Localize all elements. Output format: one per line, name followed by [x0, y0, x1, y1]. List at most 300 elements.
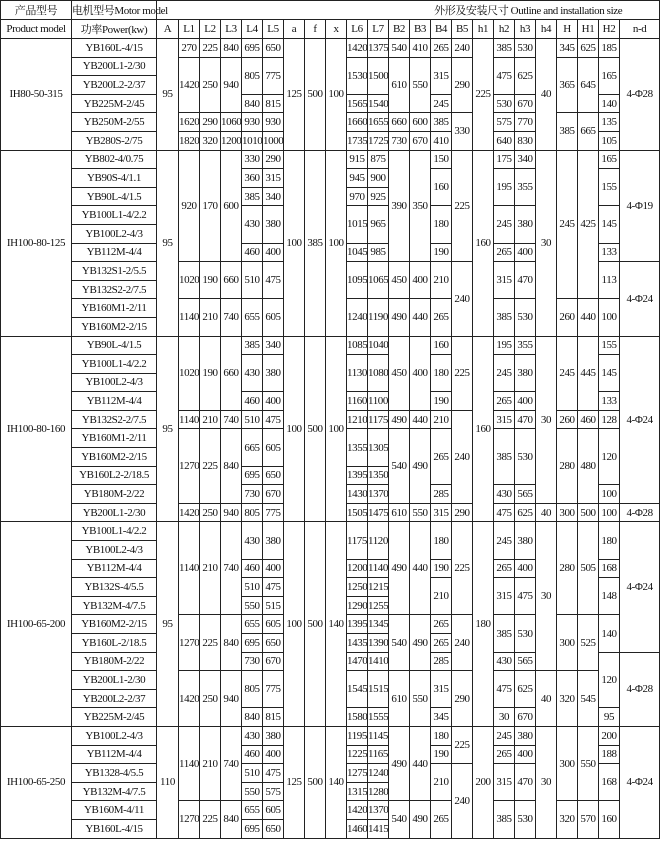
dimension-cell: 380	[515, 355, 536, 392]
dimension-cell: 170	[200, 150, 221, 262]
motor-model-cell: YB160M2-2/15	[72, 317, 157, 336]
dimension-cell: 315	[431, 503, 452, 522]
dimension-cell: 4-Φ24	[620, 522, 660, 652]
dimension-cell: 245	[557, 336, 578, 410]
dimension-cell: 515	[263, 596, 284, 615]
motor-model-cell: YB112M-4/4	[72, 559, 157, 578]
dimension-cell: 1460	[347, 819, 368, 838]
dimension-cell: 655	[242, 615, 263, 634]
dimension-cell: 695	[242, 819, 263, 838]
dimension-cell: 240	[452, 262, 473, 336]
dimension-cell: 655	[242, 299, 263, 336]
dimension-cell: 840	[242, 708, 263, 727]
dimension-cell: 540	[389, 801, 410, 838]
dimension-cell: 265	[494, 559, 515, 578]
dimension-cell: 1420	[347, 39, 368, 58]
dimension-cell: 665	[242, 429, 263, 466]
dimension-cell: 380	[515, 206, 536, 243]
dimension-cell: 805	[242, 57, 263, 94]
dimension-cell: 1140	[179, 299, 200, 336]
motor-model-cell: YB112M-4/4	[72, 243, 157, 262]
product-model-cell: IH100-80-125	[1, 150, 72, 336]
dimension-cell: 160	[473, 336, 494, 522]
dimension-cell: 285	[431, 652, 452, 671]
motor-model-cell: YB112M-4/4	[72, 745, 157, 764]
dimension-cell: 265	[494, 392, 515, 411]
column-header-l4: L4	[242, 20, 263, 39]
motor-model-cell: YB225M-2/45	[72, 94, 157, 113]
dimension-cell: 1420	[179, 671, 200, 727]
dimension-cell: 100	[284, 336, 305, 522]
dimension-cell: 4-Φ24	[620, 336, 660, 503]
column-header-h3: h3	[515, 20, 536, 39]
dimension-cell: 650	[263, 634, 284, 653]
dimension-cell: 175	[494, 150, 515, 169]
dimension-cell: 155	[599, 336, 620, 355]
dimension-cell: 1470	[347, 652, 368, 671]
dimension-cell: 385	[242, 336, 263, 355]
dimension-cell: 625	[515, 503, 536, 522]
column-header-x: x	[326, 20, 347, 39]
dimension-cell: 385	[494, 299, 515, 336]
dimension-cell: 125	[284, 726, 305, 838]
dimension-cell: 120	[599, 652, 620, 708]
dimension-cell: 265	[431, 429, 452, 485]
dimension-cell: 930	[242, 113, 263, 132]
dimension-cell: 475	[494, 57, 515, 94]
dimension-cell: 1620	[179, 113, 200, 132]
motor-model-cell: YB160L2-2/18.5	[72, 466, 157, 485]
dimension-cell: 355	[515, 169, 536, 206]
dimension-cell: 160	[473, 150, 494, 336]
dimension-cell: 1140	[368, 559, 389, 578]
column-header-f: f	[305, 20, 326, 39]
motor-model-cell: YB160M2-2/15	[72, 615, 157, 634]
dimension-cell: 550	[410, 57, 431, 113]
dimension-cell: 400	[263, 745, 284, 764]
motor-model-cell: YB200L1-2/30	[72, 671, 157, 690]
dimension-cell: 265	[431, 615, 452, 634]
dimension-cell: 1060	[221, 113, 242, 132]
dimension-cell: 1270	[179, 615, 200, 671]
dimension-cell: 1040	[368, 336, 389, 355]
dimension-cell: 1500	[368, 57, 389, 94]
dimension-cell: 1015	[347, 206, 368, 243]
dimension-cell: 250	[200, 671, 221, 727]
column-header-h4: h4	[536, 20, 557, 39]
column-header-l7: L7	[368, 20, 389, 39]
dimension-cell: 1370	[368, 485, 389, 504]
dimension-cell: 270	[179, 39, 200, 58]
dimension-cell: 320	[557, 801, 578, 838]
dimension-cell: 315	[494, 410, 515, 429]
motor-model-cell: YB160M-4/11	[72, 801, 157, 820]
dimension-cell: 730	[242, 485, 263, 504]
dimension-cell: 100	[599, 299, 620, 336]
dimension-cell: 695	[242, 634, 263, 653]
motor-model-cell: YB132S1-2/5.5	[72, 262, 157, 281]
dimension-cell: 145	[599, 355, 620, 392]
product-model-cell: IH100-80-160	[1, 336, 72, 522]
dimension-cell: 1530	[347, 57, 368, 94]
dimension-cell: 1140	[179, 410, 200, 429]
dimension-cell: 113	[599, 262, 620, 299]
dimension-cell: 190	[431, 559, 452, 578]
dimension-cell: 265	[431, 299, 452, 336]
motor-model-cell: YB90S-4/1.1	[72, 169, 157, 188]
dimension-cell: 480	[578, 429, 599, 503]
dimension-cell: 30	[494, 708, 515, 727]
dimension-cell: 180	[431, 726, 452, 745]
dimension-cell: 280	[557, 522, 578, 615]
dimension-cell: 100	[326, 39, 347, 151]
column-header-l1: L1	[179, 20, 200, 39]
dimension-cell: 540	[389, 615, 410, 671]
dimension-cell: 540	[389, 429, 410, 503]
dimension-cell: 430	[242, 206, 263, 243]
column-header-l5: L5	[263, 20, 284, 39]
dimension-cell: 210	[200, 299, 221, 336]
product-model-header-en: Product model	[1, 20, 72, 39]
dimension-cell: 4-Φ19	[620, 150, 660, 262]
dimension-cell: 190	[431, 243, 452, 262]
dimension-cell: 210	[431, 764, 452, 801]
dimension-cell: 1270	[179, 801, 200, 838]
dimension-cell: 1555	[368, 708, 389, 727]
dimension-cell: 1505	[347, 503, 368, 522]
dimension-cell: 815	[263, 94, 284, 113]
dimension-cell: 330	[242, 150, 263, 169]
dimension-cell: 180	[431, 206, 452, 243]
dimension-cell: 460	[242, 243, 263, 262]
dimension-cell: 140	[599, 615, 620, 652]
dimension-cell: 100	[326, 150, 347, 336]
motor-model-cell: YB160L-2/18.5	[72, 634, 157, 653]
dimension-cell: 225	[452, 336, 473, 410]
dimension-cell: 1515	[368, 671, 389, 708]
dimension-cell: 1175	[368, 410, 389, 429]
dimension-cell: 245	[431, 94, 452, 113]
column-header-b5: B5	[452, 20, 473, 39]
dimension-cell: 1565	[347, 94, 368, 113]
dimension-cell: 320	[557, 671, 578, 727]
dimension-cell: 95	[157, 39, 179, 151]
dimension-cell: 1315	[347, 782, 368, 801]
dimension-cell: 1370	[368, 801, 389, 820]
dimension-cell: 530	[494, 94, 515, 113]
dimension-cell: 740	[221, 299, 242, 336]
dimension-cell: 400	[410, 262, 431, 299]
dimension-cell: 410	[410, 39, 431, 58]
dimension-cell: 1020	[179, 336, 200, 410]
dimension-cell: 550	[242, 596, 263, 615]
dimension-cell: 250	[200, 503, 221, 522]
dimension-cell: 440	[410, 522, 431, 615]
dimension-cell: 1435	[347, 634, 368, 653]
dimension-cell: 915	[347, 150, 368, 169]
dimension-cell: 140	[326, 522, 347, 727]
dimension-cell: 265	[431, 39, 452, 58]
dimension-cell: 385	[494, 615, 515, 652]
motor-model-cell: YB100L2-4/3	[72, 224, 157, 243]
dimension-cell: 640	[494, 131, 515, 150]
dimension-cell: 1475	[368, 503, 389, 522]
dimension-cell: 148	[599, 578, 620, 615]
dimension-cell: 30	[536, 726, 557, 838]
dimension-cell: 40	[536, 671, 557, 727]
dimension-cell: 460	[242, 745, 263, 764]
dimension-cell: 100	[326, 336, 347, 522]
dimension-cell: 240	[452, 764, 473, 838]
dimension-cell: 625	[515, 671, 536, 708]
dimension-cell: 320	[200, 131, 221, 150]
dimension-cell: 1225	[347, 745, 368, 764]
outline-size-title	[157, 1, 660, 20]
dimension-cell: 355	[515, 336, 536, 355]
motor-model-cell: YB250M-2/55	[72, 113, 157, 132]
dimension-cell: 530	[515, 801, 536, 838]
dimension-cell: 1145	[368, 726, 389, 745]
dimension-cell: 965	[368, 206, 389, 243]
dimension-cell: 190	[431, 392, 452, 411]
dimension-cell: 315	[263, 169, 284, 188]
motor-model-cell: YB802-4/0.75	[72, 150, 157, 169]
dimension-cell: 380	[515, 522, 536, 559]
dimension-cell: 315	[494, 578, 515, 615]
dimension-cell: 695	[242, 39, 263, 58]
dimension-cell: 1410	[368, 652, 389, 671]
dimension-cell: 1390	[368, 634, 389, 653]
dimension-cell: 440	[578, 299, 599, 336]
dimension-cell: 1240	[347, 299, 368, 336]
dimension-cell: 290	[452, 671, 473, 727]
dimension-cell: 670	[515, 94, 536, 113]
dimension-cell: 140	[599, 94, 620, 113]
table-row	[1, 336, 660, 355]
dimension-cell: 730	[242, 652, 263, 671]
dimension-cell: 1120	[368, 522, 389, 559]
dimension-cell: 1290	[347, 596, 368, 615]
dimension-cell: 225	[200, 615, 221, 671]
dimension-cell: 1350	[368, 466, 389, 485]
dimension-cell: 265	[431, 634, 452, 653]
dimension-cell: 430	[494, 652, 515, 671]
dimension-cell: 190	[431, 745, 452, 764]
dimension-cell: 930	[263, 113, 284, 132]
dimension-cell: 1420	[179, 503, 200, 522]
dimension-cell: 330	[452, 113, 473, 150]
dimension-cell: 740	[221, 726, 242, 800]
product-model-cell: IH80-50-315	[1, 39, 72, 151]
dimension-cell: 160	[599, 801, 620, 838]
dimension-cell: 30	[536, 336, 557, 503]
dimension-cell: 530	[515, 615, 536, 652]
motor-model-cell: YB200L2-2/37	[72, 76, 157, 95]
motor-model-cell: YB100L2-4/3	[72, 373, 157, 392]
dimension-cell: 340	[263, 336, 284, 355]
dimension-cell: 100	[599, 503, 620, 522]
motor-model-cell: YB200L2-2/37	[72, 689, 157, 708]
dimension-cell: 1165	[368, 745, 389, 764]
dimension-cell: 1420	[179, 57, 200, 113]
dimension-cell: 610	[389, 57, 410, 113]
dimension-cell: 1195	[347, 726, 368, 745]
dimension-cell: 210	[431, 262, 452, 299]
dimension-cell: 1210	[347, 410, 368, 429]
dimension-cell: 670	[515, 708, 536, 727]
dimension-cell: 1140	[179, 522, 200, 615]
dimension-cell: 200	[599, 726, 620, 745]
dimension-cell: 740	[221, 410, 242, 429]
dimension-cell: 145	[599, 206, 620, 243]
dimension-cell: 430	[242, 726, 263, 745]
dimension-cell: 945	[347, 169, 368, 188]
dimension-cell: 285	[431, 485, 452, 504]
dimension-cell: 490	[410, 615, 431, 671]
dimension-cell: 385	[494, 801, 515, 838]
dimension-cell: 400	[515, 243, 536, 262]
dimension-cell: 165	[599, 57, 620, 94]
dimension-cell: 655	[242, 801, 263, 820]
dimension-cell: 610	[389, 671, 410, 727]
product-model-header-cn: 产品型号	[1, 1, 72, 20]
dimension-cell: 385	[431, 113, 452, 132]
dimension-cell: 475	[263, 764, 284, 783]
dimension-cell: 110	[157, 726, 179, 838]
table-row	[1, 150, 660, 169]
column-header-a: a	[284, 20, 305, 39]
dimension-cell: 1820	[179, 131, 200, 150]
dimension-cell: 1080	[368, 355, 389, 392]
dimension-cell: 225	[452, 522, 473, 615]
dimension-cell: 95	[157, 150, 179, 336]
dimension-cell: 4-Φ24	[620, 262, 660, 336]
column-header-b4: B4	[431, 20, 452, 39]
dimension-cell: 550	[578, 726, 599, 800]
dimension-cell: 190	[200, 336, 221, 410]
motor-model-cell: YB132M-4/7.5	[72, 782, 157, 801]
dimension-cell: 1065	[368, 262, 389, 299]
dimension-cell: 460	[242, 392, 263, 411]
dimension-cell: 425	[578, 150, 599, 299]
dimension-cell: 1240	[368, 764, 389, 783]
dimension-cell: 775	[263, 503, 284, 522]
dimension-cell: 1735	[347, 131, 368, 150]
dimension-cell: 1415	[368, 819, 389, 838]
dimension-cell: 1250	[347, 578, 368, 597]
motor-model-cell: YB90L-4/1.5	[72, 187, 157, 206]
dimension-cell: 400	[263, 392, 284, 411]
column-header-b2: B2	[389, 20, 410, 39]
motor-model-cell: YB180M-2/22	[72, 652, 157, 671]
dimension-cell: 245	[494, 522, 515, 559]
dimension-cell: 210	[431, 410, 452, 429]
dimension-cell: 240	[452, 410, 473, 503]
dimension-cell: 1420	[347, 801, 368, 820]
dimension-cell: 315	[431, 57, 452, 94]
dimension-cell: 4-Φ28	[620, 39, 660, 151]
dimension-cell: 133	[599, 392, 620, 411]
dimension-cell: 500	[578, 503, 599, 522]
dimension-cell: 670	[263, 485, 284, 504]
dimension-cell: 460	[578, 410, 599, 429]
dimension-cell: 380	[263, 522, 284, 559]
dimension-cell: 660	[221, 336, 242, 410]
dimension-cell: 30	[536, 150, 557, 336]
dimension-cell: 445	[578, 336, 599, 410]
dimension-cell: 970	[347, 187, 368, 206]
column-header-h: H	[557, 20, 578, 39]
dimension-cell: 490	[389, 522, 410, 615]
dimension-cell: 210	[200, 726, 221, 800]
dimension-cell: 1275	[347, 764, 368, 783]
motor-model-cell: YB100L1-4/2.2	[72, 522, 157, 541]
power-header: 功率Power(kw)	[72, 20, 157, 39]
motor-model-cell: YB1328-4/5.5	[72, 764, 157, 783]
dimension-cell: 610	[389, 503, 410, 522]
motor-model-cell: YB160L-4/15	[72, 819, 157, 838]
dimension-cell: 505	[578, 522, 599, 615]
dimension-cell: 400	[515, 559, 536, 578]
motor-model-cell: YB160M1-2/11	[72, 299, 157, 318]
dimension-cell: 670	[263, 652, 284, 671]
dimension-cell: 510	[242, 764, 263, 783]
dimension-cell: 180	[431, 355, 452, 392]
dimension-cell: 1355	[347, 429, 368, 466]
motor-model-cell: YB180M-2/22	[72, 485, 157, 504]
dimension-cell: 815	[263, 708, 284, 727]
dimension-cell: 400	[410, 336, 431, 410]
dimension-cell: 40	[536, 503, 557, 522]
dimension-cell: 530	[515, 429, 536, 485]
dimension-cell: 565	[515, 485, 536, 504]
table-header	[1, 1, 660, 39]
dimension-cell: 1270	[179, 429, 200, 503]
dimension-cell: 565	[515, 652, 536, 671]
dimension-cell: 300	[557, 726, 578, 800]
dimension-cell: 140	[326, 726, 347, 838]
dimension-cell: 225	[200, 801, 221, 838]
dimension-cell: 875	[368, 150, 389, 169]
dimension-cell: 1130	[347, 355, 368, 392]
motor-model-cell: YB160M1-2/11	[72, 429, 157, 448]
motor-model-cell: YB132S-4/5.5	[72, 578, 157, 597]
dimension-cell: 100	[284, 150, 305, 336]
dimension-cell: 625	[515, 57, 536, 94]
dimension-cell: 605	[263, 429, 284, 466]
dimension-cell: 1190	[368, 299, 389, 336]
dimension-cell: 805	[242, 671, 263, 708]
dimension-cell: 200	[473, 726, 494, 838]
dimension-cell: 840	[221, 615, 242, 671]
dimension-cell: 1660	[347, 113, 368, 132]
dimension-cell: 770	[515, 113, 536, 132]
column-header-l3: L3	[221, 20, 242, 39]
dimension-cell: 550	[242, 782, 263, 801]
table-row	[1, 726, 660, 745]
dimension-cell: 450	[389, 336, 410, 410]
column-header-a: A	[157, 20, 179, 39]
dimension-cell: 650	[263, 466, 284, 485]
dimension-cell: 1175	[347, 522, 368, 559]
dimension-cell: 475	[263, 410, 284, 429]
dimension-cell: 475	[515, 578, 536, 615]
motor-model-cell: YB90L-4/1.5	[72, 336, 157, 355]
dimension-cell: 1100	[368, 392, 389, 411]
dimension-cell: 125	[284, 39, 305, 151]
table-row	[1, 39, 660, 58]
dimension-cell: 650	[263, 819, 284, 838]
